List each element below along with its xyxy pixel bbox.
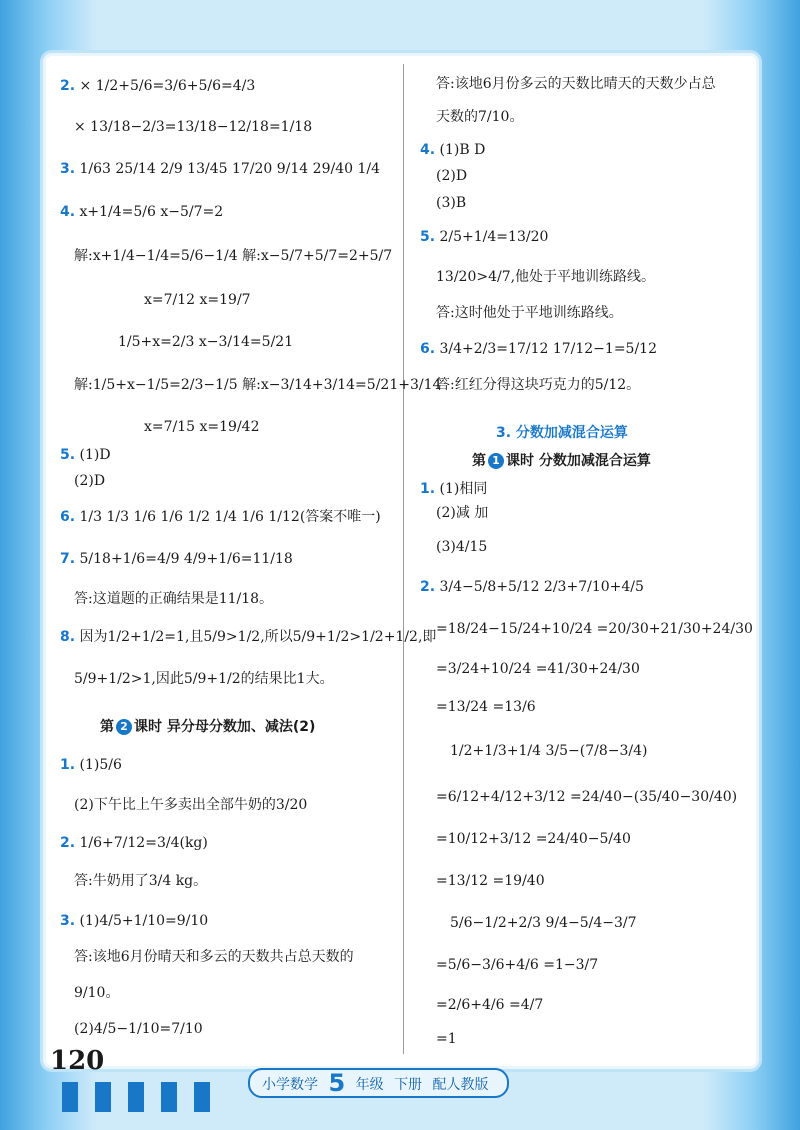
footer-subject: 小学数学 xyxy=(262,1077,318,1093)
answer-line: 6. 3/4+2/3=17/12 17/12−1=5/12 xyxy=(420,341,657,357)
column-divider xyxy=(403,64,404,1054)
answer-line: 6. 1/3 1/3 1/6 1/6 1/2 1/4 1/6 1/12(答案不唯一) xyxy=(60,509,381,525)
answer-line: 5. (1)D xyxy=(60,447,111,463)
footer-grade-suffix: 年级 xyxy=(355,1077,384,1093)
answer-line: 答:这时他处于平地训练路线。 xyxy=(436,305,623,321)
lesson-heading: 第 1 课时 分数加减混合运算 xyxy=(472,453,651,469)
answer-line: 答:该地6月份多云的天数比晴天的天数少占总 xyxy=(436,76,716,92)
answer-line: x=7/15 x=19/42 xyxy=(144,419,260,435)
answer-line: (2)减 加 xyxy=(436,505,489,521)
answer-line: 4. (1)B D xyxy=(420,142,486,158)
answer-line: =6/12+4/12+3/12 =24/40−(35/40−30/40) xyxy=(436,789,738,805)
page-number: 120 xyxy=(50,1046,105,1076)
answer-line: (2)下午比上午多卖出全部牛奶的3/20 xyxy=(74,797,308,813)
answer-line: 2. 3/4−5/8+5/12 2/3+7/10+4/5 xyxy=(420,579,644,595)
answer-line: =13/12 =19/40 xyxy=(436,873,545,889)
answer-line: 1/5+x=2/3 x−3/14=5/21 xyxy=(118,334,294,350)
answer-line: 答:该地6月份晴天和多云的天数共占总天数的 xyxy=(74,949,354,965)
answer-line: 1/2+1/3+1/4 3/5−(7/8−3/4) xyxy=(450,743,648,759)
answer-line: × 13/18−2/3=13/18−12/18=1/18 xyxy=(74,119,313,135)
answer-line: 解:1/5+x−1/5=2/3−1/5 解:x−3/14+3/14=5/21+3/14 xyxy=(74,377,442,393)
answer-line: 3. (1)4/5+1/10=9/10 xyxy=(60,913,209,929)
lesson-number-circle: 2 xyxy=(116,719,132,735)
answer-line: 答:这道题的正确结果是11/18。 xyxy=(74,591,274,607)
footer-edition: 配人教版 xyxy=(432,1077,489,1093)
answer-line: =2/6+4/6 =4/7 xyxy=(436,997,544,1013)
footer-volume: 下册 xyxy=(394,1077,423,1093)
answer-line: 天数的7/10。 xyxy=(436,109,524,125)
decorative-bars xyxy=(62,1082,227,1116)
answer-line: 1. (1)相同 xyxy=(420,481,488,497)
lesson-number-circle: 1 xyxy=(488,453,504,469)
answer-line: =1 xyxy=(436,1031,457,1047)
answer-line: (3)B xyxy=(436,195,467,211)
answer-line: 8. 因为1/2+1/2=1,且5/9>1/2,所以5/9+1/2>1/2+1/2,即 xyxy=(60,629,437,645)
answer-line: (2)D xyxy=(74,473,106,489)
answer-line: =3/24+10/24 =41/30+24/30 xyxy=(436,661,640,677)
answer-line: 7. 5/18+1/6=4/9 4/9+1/6=11/18 xyxy=(60,551,293,567)
answer-line: 4. x+1/4=5/6 x−5/7=2 xyxy=(60,204,224,220)
answer-line: (2)4/5−1/10=7/10 xyxy=(74,1021,203,1037)
answer-line: 9/10。 xyxy=(74,985,120,1001)
answer-line: 5/6−1/2+2/3 9/4−5/4−3/7 xyxy=(450,915,637,931)
answer-line: 5. 2/5+1/4=13/20 xyxy=(420,229,549,245)
answer-line: 2. × 1/2+5/6=3/6+5/6=4/3 xyxy=(60,78,256,94)
footer-grade-number: 5 xyxy=(328,1069,346,1097)
answer-line: =13/24 =13/6 xyxy=(436,699,536,715)
lesson-heading: 第 2 课时 异分母分数加、减法(2) xyxy=(100,719,316,735)
answer-line: 1. (1)5/6 xyxy=(60,757,122,773)
answer-line: =5/6−3/6+4/6 =1−3/7 xyxy=(436,957,599,973)
answer-line: 解:x+1/4−1/4=5/6−1/4 解:x−5/7+5/7=2+5/7 xyxy=(74,248,393,264)
answer-line: 3. 1/63 25/14 2/9 13/45 17/20 9/14 29/40 1/4 xyxy=(60,161,380,177)
answer-line: (2)D xyxy=(436,168,468,184)
answer-line: =10/12+3/12 =24/40−5/40 xyxy=(436,831,631,847)
answer-line: 5/9+1/2>1,因此5/9+1/2的结果比1大。 xyxy=(74,671,334,687)
answer-line: (3)4/15 xyxy=(436,539,488,555)
answer-line: 2. 1/6+7/12=3/4(kg) xyxy=(60,835,208,851)
book-footer-badge xyxy=(248,1068,509,1098)
answer-line: =18/24−15/24+10/24 =20/30+21/30+24/30 xyxy=(436,621,753,637)
section-title: 3. 分数加减混合运算 xyxy=(496,425,628,441)
answer-line: 答:牛奶用了3/4 kg。 xyxy=(74,873,208,889)
answer-line: 答:红红分得这块巧克力的5/12。 xyxy=(436,377,641,393)
answer-line: x=7/12 x=19/7 xyxy=(144,292,251,308)
answer-line: 13/20>4/7,他处于平地训练路线。 xyxy=(436,269,656,285)
